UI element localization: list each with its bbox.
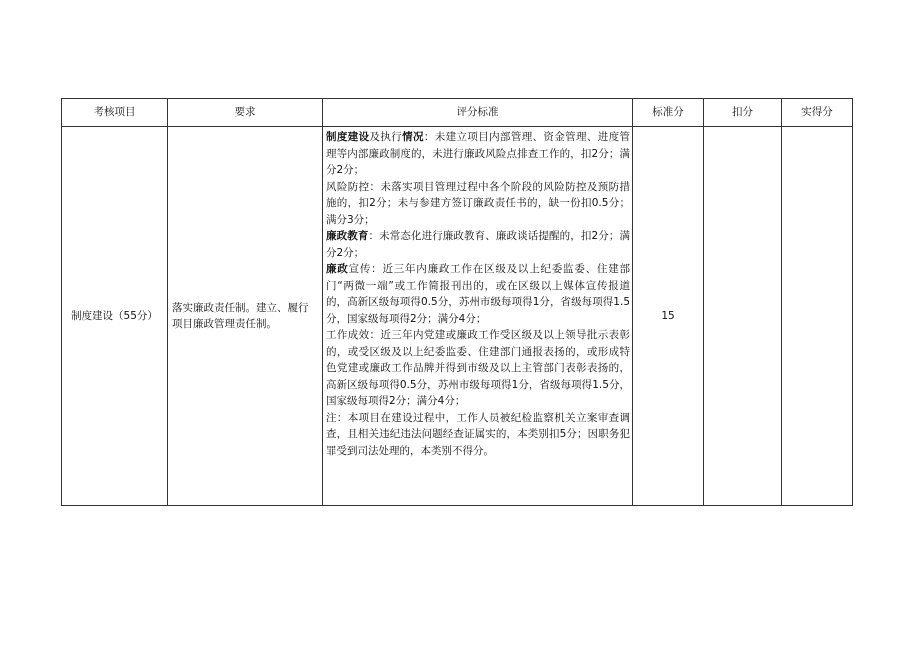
scoring-table — [61, 98, 853, 506]
criteria-text: 风险防控：未落实项目管理过程中各个阶段的风险防控及预防措施的，扣2分；未与参建方签订廉政责任书的，缺一份扣0.5分；满分3分； — [326, 180, 630, 226]
criteria-text: ：未常态化进行廉政教育、廉政谈话提醒的，扣2分；满分2分； — [326, 230, 631, 259]
criteria-keyword: 廉政教育 — [326, 230, 369, 242]
criteria-text: ：未建立项目内部管理、资金管理、进度管理等内部廉政制度的，未进行廉政风险点排查工作的，扣2分；满分2分； — [326, 131, 631, 176]
criteria-text: ：近三年内廉政工作在区级及以上纪委监委、住建部门“两微一端”或工作简报刊出的，或在区级以上媒体宣传报道的，高新区级每项得0.5分，苏州市级每项得1分，省级每项得1.5分，国家级每项得2分；满分4分； — [326, 263, 631, 325]
criteria-paragraph — [326, 261, 630, 327]
cell-item: 制度建设（55分） — [62, 127, 168, 506]
header-requirement: 要求 — [168, 99, 323, 127]
cell-deduction — [704, 127, 782, 506]
criteria-text: 注：本项目在建设过程中，工作人员被纪检监察机关立案审查调查，且相关违纪违法问题经查证属实的，本类别扣5分；因职务犯罪受到司法处理的，本类别不得分。 — [326, 411, 630, 457]
criteria-keyword-tail: 及执行 — [369, 131, 403, 143]
header-criteria: 评分标准 — [323, 99, 633, 127]
cell-criteria — [323, 127, 633, 506]
cell-standard-score: 15 — [633, 127, 704, 506]
criteria-keyword: 制度建设 — [326, 131, 370, 143]
header-standard-score: 标准分 — [633, 99, 704, 127]
criteria-paragraph — [326, 228, 630, 261]
header-deduction: 扣分 — [704, 99, 782, 127]
cell-requirement: 落实廉政责任制。建立、履行项目廉政管理责任制。 — [168, 127, 323, 506]
criteria-paragraph — [326, 179, 630, 229]
cell-actual-score — [782, 127, 853, 506]
header-actual-score: 实得分 — [782, 99, 853, 127]
criteria-paragraph — [326, 410, 630, 460]
table-row — [62, 127, 853, 506]
header-row — [62, 99, 853, 127]
header-item: 考核项目 — [62, 99, 168, 127]
criteria-text: 工作成效：近三年内党建或廉政工作受区级及以上领导批示表彰的，或受区级及以上纪委监委、住建部门通报表扬的，或形成特色党建或廉政工作品牌并得到市级及以上主管部门表彰表扬的，高新区级每项得0.5分，苏州市级每项得1分，省级每项得1.5分，国家级每项得2分；满分4分； — [326, 329, 630, 407]
criteria-paragraph — [326, 129, 630, 179]
criteria-keyword-2: 情况 — [402, 131, 424, 143]
criteria-keyword-tail: 宣传 — [348, 263, 372, 275]
criteria-keyword: 廉政 — [326, 263, 349, 275]
criteria-paragraph — [326, 327, 630, 410]
